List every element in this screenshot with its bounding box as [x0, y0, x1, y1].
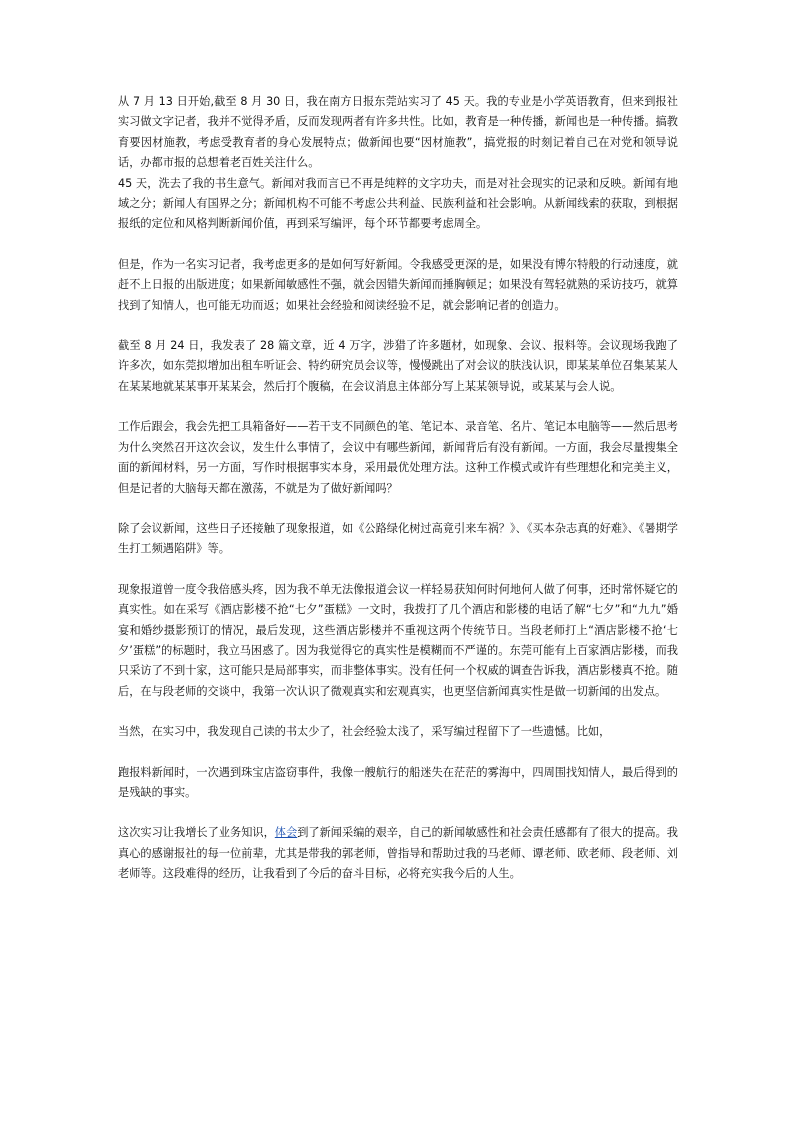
link-tihui[interactable]: 体会 [274, 826, 298, 840]
paragraph-writing-news: 但是，作为一名实习记者，我考虑更多的是如何写好新闻。令我感受更深的是，如果没有博尔特般的行动速度，就赶不上日报的出版进度；如果新闻敏感性不强，就会因错失新闻而捶胸顿足；如果没有驾轻就熟的采访技巧，就算找到了知情人，也可能无功而返；如果社会经验和阅读经验不足，就会影响记者的创造力。 [118, 257, 678, 312]
conclusion-text-start: 这次实习让我增长了业务知识， [118, 826, 275, 840]
conclusion-text-end: 到了新闻采编的艰辛，自己的新闻敏感性和社会责任感都有了很大的提高。我真心的感谢报社的每一位前辈，尤其是带我的郭老师，曾指导和帮助过我的马老师、谭老师、欧老师、段老师、刘老师等。这段难得的经历，让我看到了今后的奋斗目标，必将充实我今后的人生。 [118, 826, 678, 881]
paragraph-regrets: 当然，在实习中，我发现自己读的书太少了，社会经验太浅了，采写编过程留下了一些遗憾。比如， [118, 725, 611, 739]
paragraph-truthfulness: 现象报道曾一度令我倍感头疼，因为我不单无法像报道会议一样轻易获知何时何地何人做了何事，还时常怀疑它的真实性。如在采写《酒店影楼不抢“七夕”蛋糕》一文时，我拨打了几个酒店和影楼的电话了解“七夕”和“九九”婚宴和婚纱摄影预订的情况，最后发现，这些酒店影楼并不重视这两个传统节日。当段老师打上“酒店影楼不抢‘七夕’蛋糕”的标题时，我立马困惑了。因为我觉得它的真实性是模糊而不严谨的。东莞可能有上百家酒店影楼，而我只采访了不到十家，这可能只是局部事实，而非整体事实。没有任何一个权威的调查告诉我，酒店影楼真不抢。随后，在与段老师的交谈中，我第一次认识了微观真实和宏观真实，也更坚信新闻真实性是做一切新闻的出发点。 [118, 582, 678, 698]
paragraph-conclusion [118, 823, 678, 884]
paragraph-articles-published: 截至 8 月 24 日，我发表了 28 篇文章，近 4 万字，涉猎了许多题材，如现象、会议、报料等。会议现场我跑了许多次，如东莞拟增加出租车听证会、特约研究员会议等，慢慢跳出了对会议的肤浅认识，即某某单位召集某某人在某某地就某某事开某某会，然后打个腹稿，在会议消息主体部分写上某某领导说，或某某与会人说。 [118, 339, 678, 393]
paragraph-meeting-work: 工作后跟会，我会先把工具箱备好——若干支不同颜色的笔、笔记本、录音笔、名片、笔记本电脑等——然后思考为什么突然召开这次会议，发生什么事情了，会议中有哪些新闻，新闻背后有没有新闻。一方面，我会尽量搜集全面的新闻材料，另一方面，写作时根据事实本身，采用最优处理方法。这种工作模式或许有些理想化和完美主义，但是记者的大脑每天都在激荡，不就是为了做好新闻吗？ [118, 420, 678, 495]
paragraph-jewelry-theft: 跑报料新闻时，一次遇到珠宝店盗窃事件，我像一艘航行的船迷失在茫茫的雾海中，四周围找知情人，最后得到的是残缺的事实。 [118, 765, 678, 799]
document-body [118, 92, 678, 885]
paragraph-phenomenon-reports: 除了会议新闻，这些日子还接触了现象报道，如《公路绿化树过高竟引来车祸？》、《买本杂志真的好难》、《暑期学生打工频遇陷阱》等。 [118, 521, 678, 556]
paragraph-45-days: 45 天，洗去了我的书生意气。新闻对我而言已不再是纯粹的文字功夫，而是对社会现实的记录和反映。新闻有地域之分；新闻人有国界之分；新闻机构不可能不考虑公共利益、民族利益和社会影响。从新闻线索的获取，到根据报纸的定位和风格判断新闻价值，再到采写编评，每个环节都要考虑周全。 [118, 176, 678, 231]
paragraph-intro: 从 7 月 13 日开始,截至 8 月 30 日，我在南方日报东莞站实习了 45 天。我的专业是小学英语教育，但来到报社实习做文字记者，我并不觉得矛盾，反而发现两者有许多共性。比如，教育是一种传播，新闻也是一种传播。搞教育要因材施教，考虑受教育者的身心发展特点；做新闻也要“因材施教”，搞党报的时刻记着自己在对党和领导说话，办都市报的总想着老百姓关注什么。 [118, 95, 678, 170]
